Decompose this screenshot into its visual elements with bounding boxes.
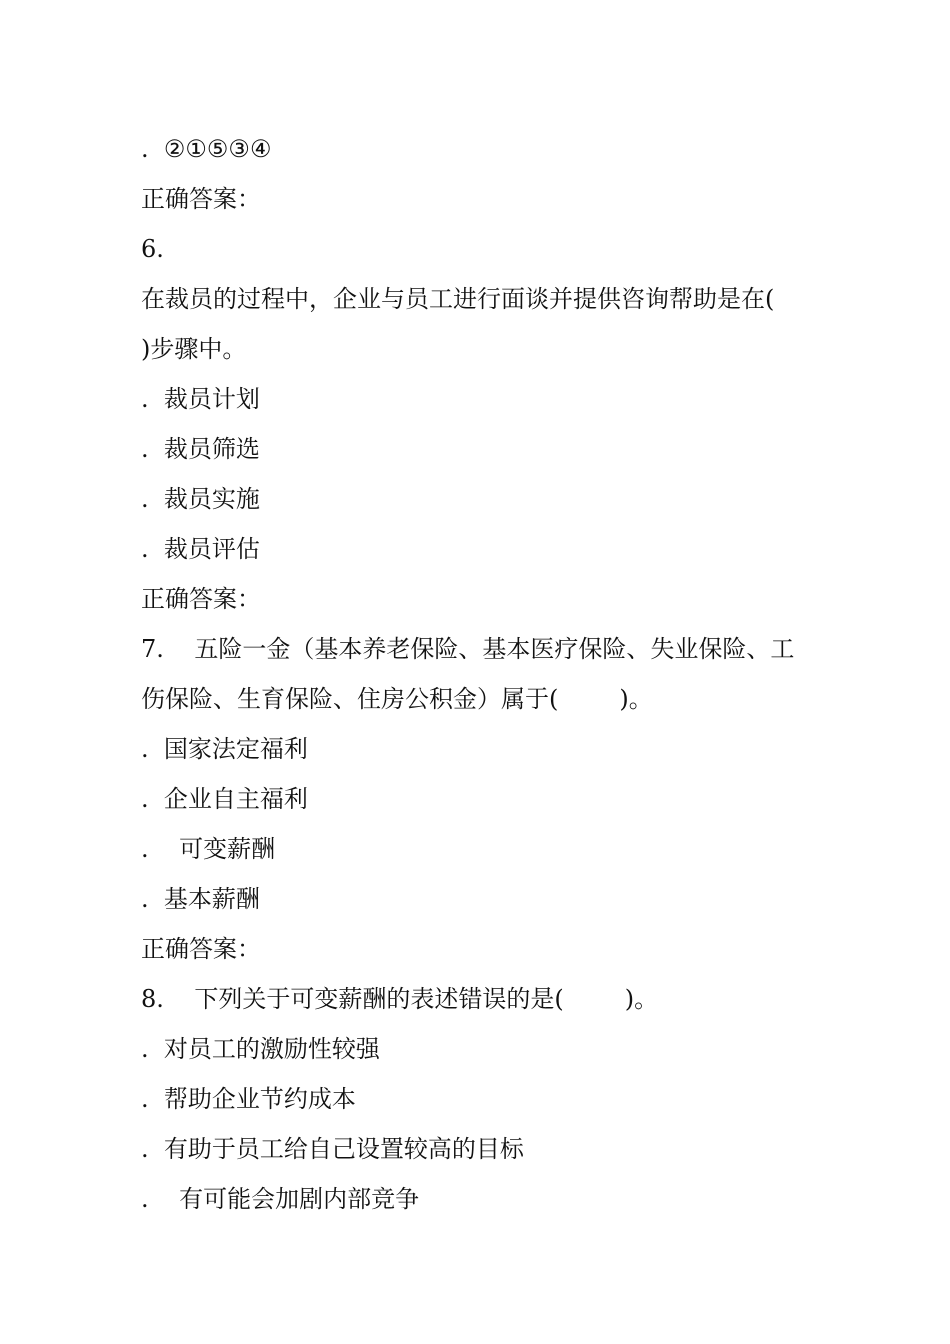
option: . 基本薪酬 [141, 885, 260, 913]
answer-label: 正确答案： [141, 185, 261, 213]
option: . 裁员计划 [141, 385, 260, 413]
option: . 帮助企业节约成本 [141, 1085, 356, 1113]
question-text: )步骤中。 [141, 335, 247, 363]
option: . 有助于员工给自己设置较高的目标 [141, 1135, 524, 1163]
option: . 对员工的激励性较强 [141, 1035, 380, 1063]
answer-label: 正确答案： [141, 935, 261, 963]
option-sequence: . ②①⑤③④ [141, 135, 272, 163]
answer-label: 正确答案： [141, 585, 261, 613]
option: . 裁员筛选 [141, 435, 260, 463]
option: . 可变薪酬 [141, 835, 276, 863]
question-text: 伤保险、生育保险、住房公积金）属于( )。 [141, 685, 653, 713]
option: . 企业自主福利 [141, 785, 308, 813]
option: . 有可能会加剧内部竞争 [141, 1185, 420, 1213]
question-number: 6. [141, 235, 164, 263]
option: . 裁员评估 [141, 535, 260, 563]
option: . 裁员实施 [141, 485, 260, 513]
question-text: 7. 五险一金（基本养老保险、基本医疗保险、失业保险、工 [141, 635, 795, 663]
question-text: 8. 下列关于可变薪酬的表述错误的是( )。 [141, 985, 659, 1013]
option: . 国家法定福利 [141, 735, 308, 763]
question-text: 在裁员的过程中，企业与员工进行面谈并提供咨询帮助是在( [141, 285, 775, 313]
